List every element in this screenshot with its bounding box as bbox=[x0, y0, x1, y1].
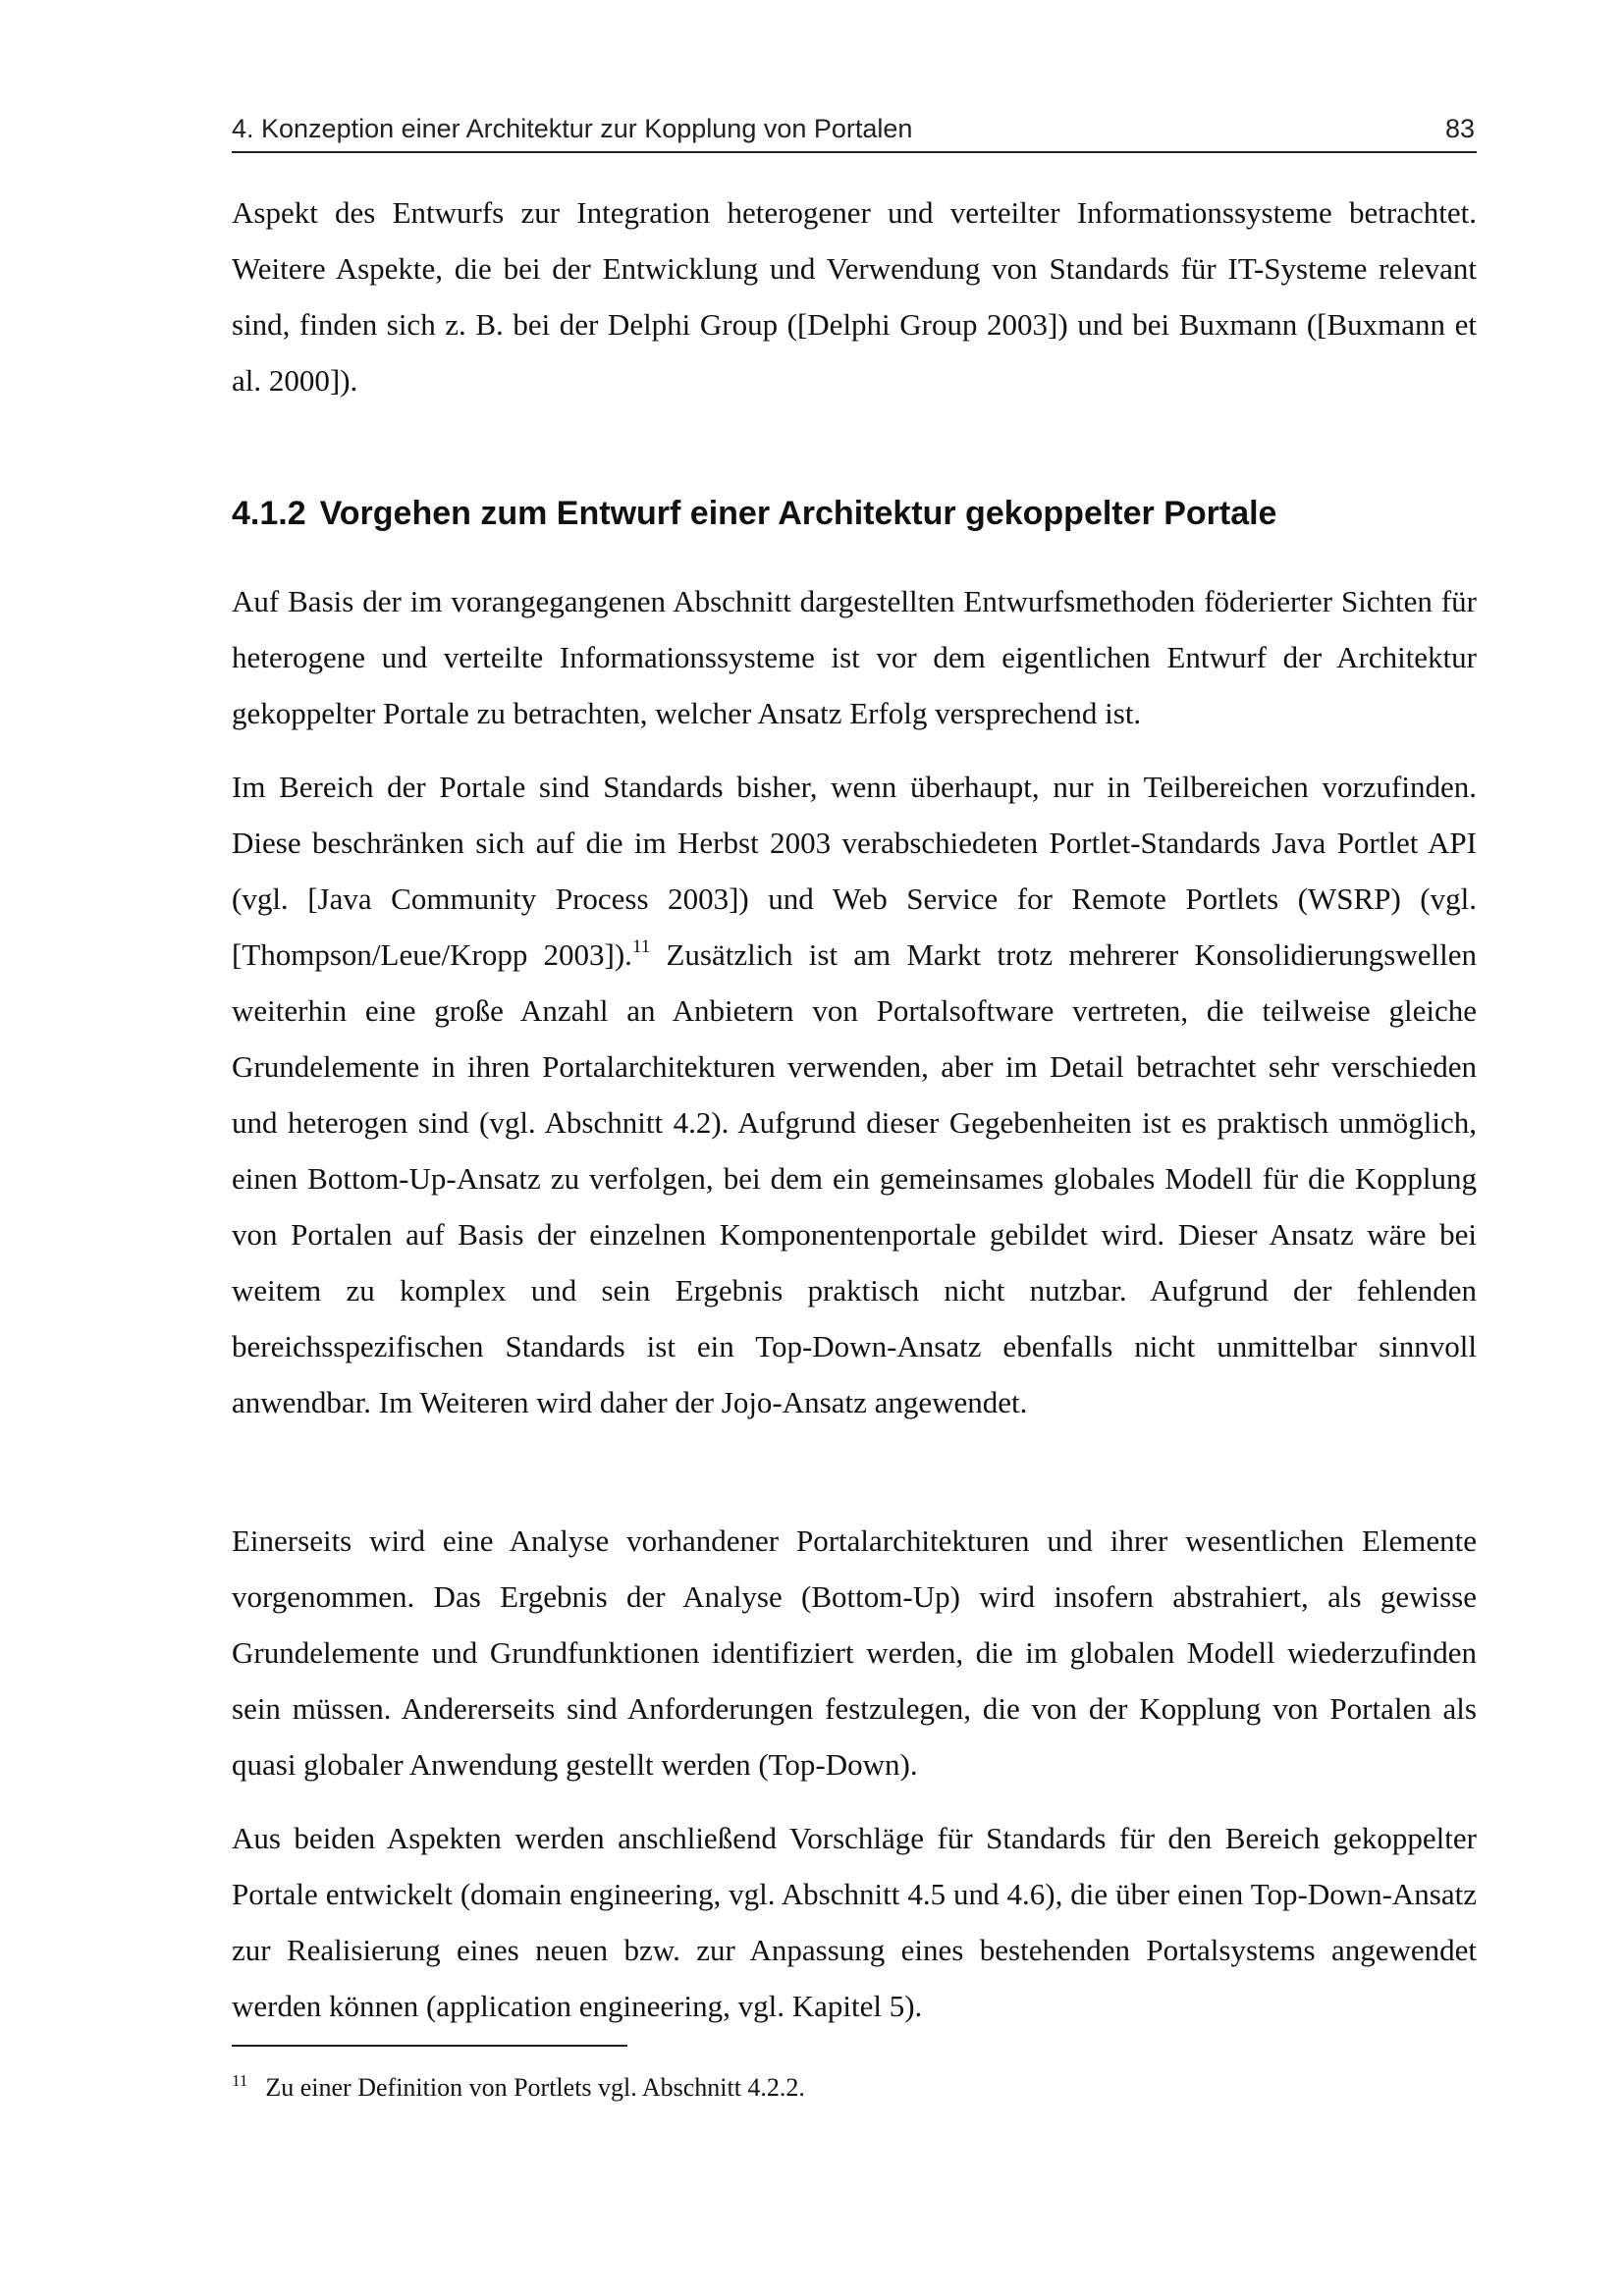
paragraph-design-basis: Auf Basis der im vorangegangenen Abschnitt dargestellten Entwurfsmethoden föderierter Sichten für heterogene und verteilte Informationssysteme ist vor dem eigentlichen Entwurf der Architektur gekoppelter Portale zu betrachten, welcher Ansatz Erfolg versprechend ist. bbox=[232, 584, 1477, 730]
section-number: 4.1.2 bbox=[232, 495, 306, 532]
paragraph-portal-standards bbox=[232, 759, 1477, 1430]
chapter-title: 4. Konzeption einer Architektur zur Kopplung von Portalen bbox=[232, 114, 913, 143]
document-page bbox=[232, 0, 1477, 2296]
section-title: Vorgehen zum Entwurf einer Architektur gekoppelter Portale bbox=[319, 495, 1277, 532]
footnote-reference[interactable]: 11 bbox=[631, 936, 651, 957]
running-header bbox=[232, 110, 1477, 153]
paragraph-standards-proposal: Aus beiden Aspekten werden anschließend Vorschläge für Standards für den Bereich gekoppelter Portale entwickelt (domain engineering, vgl. Abschnitt 4.5 und 4.6), die über einen Top-Down-Ansatz zur Realisierung eines neuen bzw. zur Anpassung eines bestehenden Portalsystems angewendet werden können (application engineering, vgl. Kapitel 5). bbox=[232, 1821, 1477, 2023]
page-number: 83 bbox=[1444, 114, 1475, 143]
footnote-text: Zu einer Definition von Portlets vgl. Abschnitt 4.2.2. bbox=[265, 2073, 805, 2102]
footnote bbox=[232, 2073, 805, 2103]
paragraph-analysis: Einerseits wird eine Analyse vorhandener Portalarchitekturen und ihrer wesentlichen Elemente vorgenommen. Das Ergebnis der Analyse (Bottom-Up) wird insofern abstrahiert, als gewisse Grundelemente und Grundfunktionen identifiziert werden, die im globalen Modell wiederzufinden sein müssen. Andererseits sind Anforderungen festzulegen, die von der Kopplung von Portalen als quasi globaler Anwendung gestellt werden (Top-Down). bbox=[232, 1523, 1477, 1782]
section-heading bbox=[232, 495, 1276, 533]
footnote-divider bbox=[232, 2045, 627, 2047]
paragraph-text-part: Im Bereich der Portale sind Standards bisher, wenn überhaupt, nur in Teilbereichen vorzufinden. Diese beschränken sich auf die im Herbst 2003 verabschiedeten Portlet-Standards Java Portlet API (vgl. [Java Community Process 2003]) und Web Service for Remote Portlets (WSRP) (vgl. [Thompson/Leue/Kropp 2003]). bbox=[232, 770, 1477, 972]
footnote-number: 11 bbox=[232, 2071, 248, 2090]
paragraph-intro-continuation: Aspekt des Entwurfs zur Integration heterogener und verteilter Informationssysteme betrachtet. Weitere Aspekte, die bei der Entwicklung und Verwendung von Standards für IT-Systeme relevant sind, finden sich z. B. bei der Delphi Group ([Delphi Group 2003]) und bei Buxmann ([Buxmann et al. 2000]). bbox=[232, 195, 1477, 398]
paragraph-text-part: Zusätzlich ist am Markt trotz mehrerer Konsolidierungswellen weiterhin eine große Anzahl an Anbietern von Portalsoftware vertreten, die teilweise gleiche Grundelemente in ihren Portalarchitekturen verwenden, aber im Detail betrachtet sehr verschieden und heterogen sind (vgl. Abschnitt 4.2). Aufgrund dieser Gegebenheiten ist es praktisch unmöglich, einen Bottom-Up-Ansatz zu verfolgen, bei dem ein gemeinsames globales Modell für die Kopplung von Portalen auf Basis der einzelnen Komponentenportale gebildet wird. Dieser Ansatz wäre bei weitem zu komplex und sein Ergebnis praktisch nicht nutzbar. Aufgrund der fehlenden bereichsspezifischen Standards ist ein Top-Down-Ansatz ebenfalls nicht unmittelbar sinnvoll anwendbar. Im Weiteren wird daher der Jojo-Ansatz angewendet. bbox=[232, 937, 1477, 1419]
